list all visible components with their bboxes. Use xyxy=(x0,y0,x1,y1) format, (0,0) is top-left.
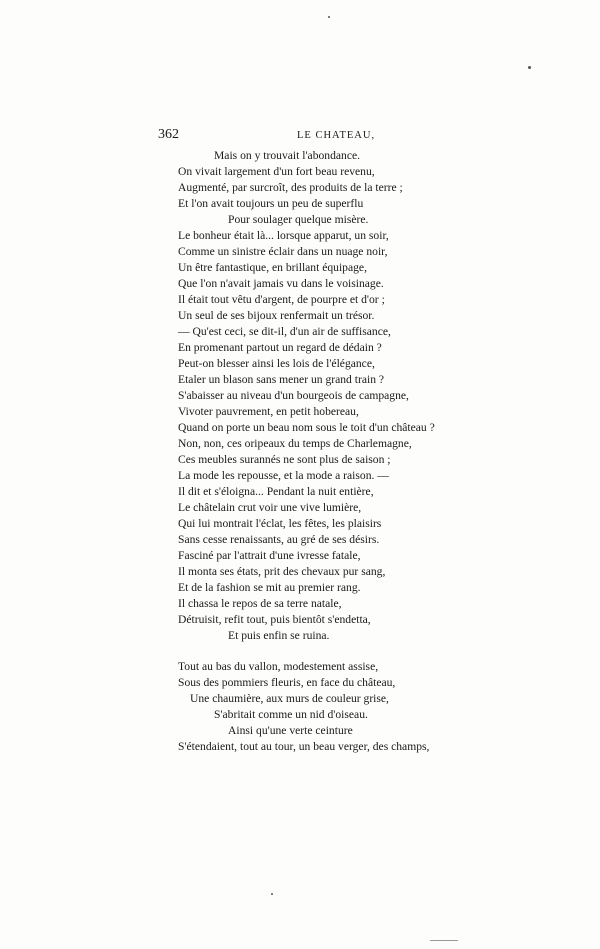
verse-line: Le bonheur était là... lorsque apparut, un soir, xyxy=(178,229,389,242)
verse-line: S'abaisser au niveau d'un bourgeois de campagne, xyxy=(178,389,409,402)
verse-line: Et de la fashion se mit au premier rang. xyxy=(178,581,361,594)
verse-line: On vivait largement d'un fort beau revenu, xyxy=(178,165,375,178)
verse-line: Sous des pommiers fleuris, en face du château, xyxy=(178,676,396,689)
running-title: LE CHATEAU, xyxy=(297,130,376,141)
verse-line: Etaler un blason sans mener un grand train ? xyxy=(178,373,385,386)
verse-line: Que l'on n'avait jamais vu dans le voisinage. xyxy=(178,277,384,290)
verse-line: Le châtelain crut voir une vive lumière, xyxy=(178,501,362,514)
verse-line: Il chassa le repos de sa terre natale, xyxy=(178,597,342,610)
verse-line: Tout au bas du vallon, modestement assise, xyxy=(178,660,379,673)
verse-line: Sans cesse renaissants, au gré de ses désirs. xyxy=(178,533,380,546)
verse-line: Vivoter pauvrement, en petit hobereau, xyxy=(178,405,359,418)
verse-line: Ainsi qu'une verte ceinture xyxy=(228,724,353,737)
verse-line: Détruisit, refit tout, puis bientôt s'endetta, xyxy=(178,613,371,626)
ink-speck xyxy=(328,16,330,18)
verse-line: En promenant partout un regard de dédain ? xyxy=(178,341,382,354)
verse-line: Augmenté, par surcroît, des produits de la terre ; xyxy=(178,181,403,194)
verse-line: S'abritait comme un nid d'oiseau. xyxy=(214,708,368,721)
verse-line: Il dit et s'éloigna... Pendant la nuit entière, xyxy=(178,485,374,498)
verse-line: Et l'on avait toujours un peu de superflu xyxy=(178,197,364,210)
verse-line: Comme un sinistre éclair dans un nuage noir, xyxy=(178,245,388,258)
verse-line: Qui lui montrait l'éclat, les fêtes, les plaisirs xyxy=(178,517,382,530)
verse-line: S'étendaient, tout au tour, un beau verger, des champs, xyxy=(178,740,430,753)
verse-line: — Qu'est ceci, se dit-il, d'un air de suffisance, xyxy=(178,325,391,338)
verse-line: Il était tout vêtu d'argent, de pourpre et d'or ; xyxy=(178,293,385,306)
verse-line: Un seul de ses bijoux renfermait un trésor. xyxy=(178,309,375,322)
ink-speck xyxy=(528,66,531,69)
scan-mark xyxy=(430,940,458,941)
verse-line: La mode les repousse, et la mode a raison. — xyxy=(178,469,389,482)
verse-line: Il monta ses états, prit des chevaux pur sang, xyxy=(178,565,386,578)
verse-line: Peut-on blesser ainsi les lois de l'élégance, xyxy=(178,357,375,370)
verse-line: Pour soulager quelque misère. xyxy=(228,213,369,226)
verse-line: Fasciné par l'attrait d'une ivresse fatale, xyxy=(178,549,361,562)
verse-line: Un être fantastique, en brillant équipage, xyxy=(178,261,367,274)
verse-line: Quand on porte un beau nom sous le toit d'un château ? xyxy=(178,421,435,434)
verse-line: Mais on y trouvait l'abondance. xyxy=(214,149,361,162)
verse-line: Une chaumière, aux murs de couleur grise, xyxy=(190,692,389,705)
verse-line: Ces meubles surannés ne sont plus de saison ; xyxy=(178,453,391,466)
ink-speck xyxy=(271,893,273,895)
page-number: 362 xyxy=(158,127,179,142)
verse-line: Non, non, ces oripeaux du temps de Charlemagne, xyxy=(178,437,412,450)
verse-line: Et puis enfin se ruina. xyxy=(228,629,330,642)
